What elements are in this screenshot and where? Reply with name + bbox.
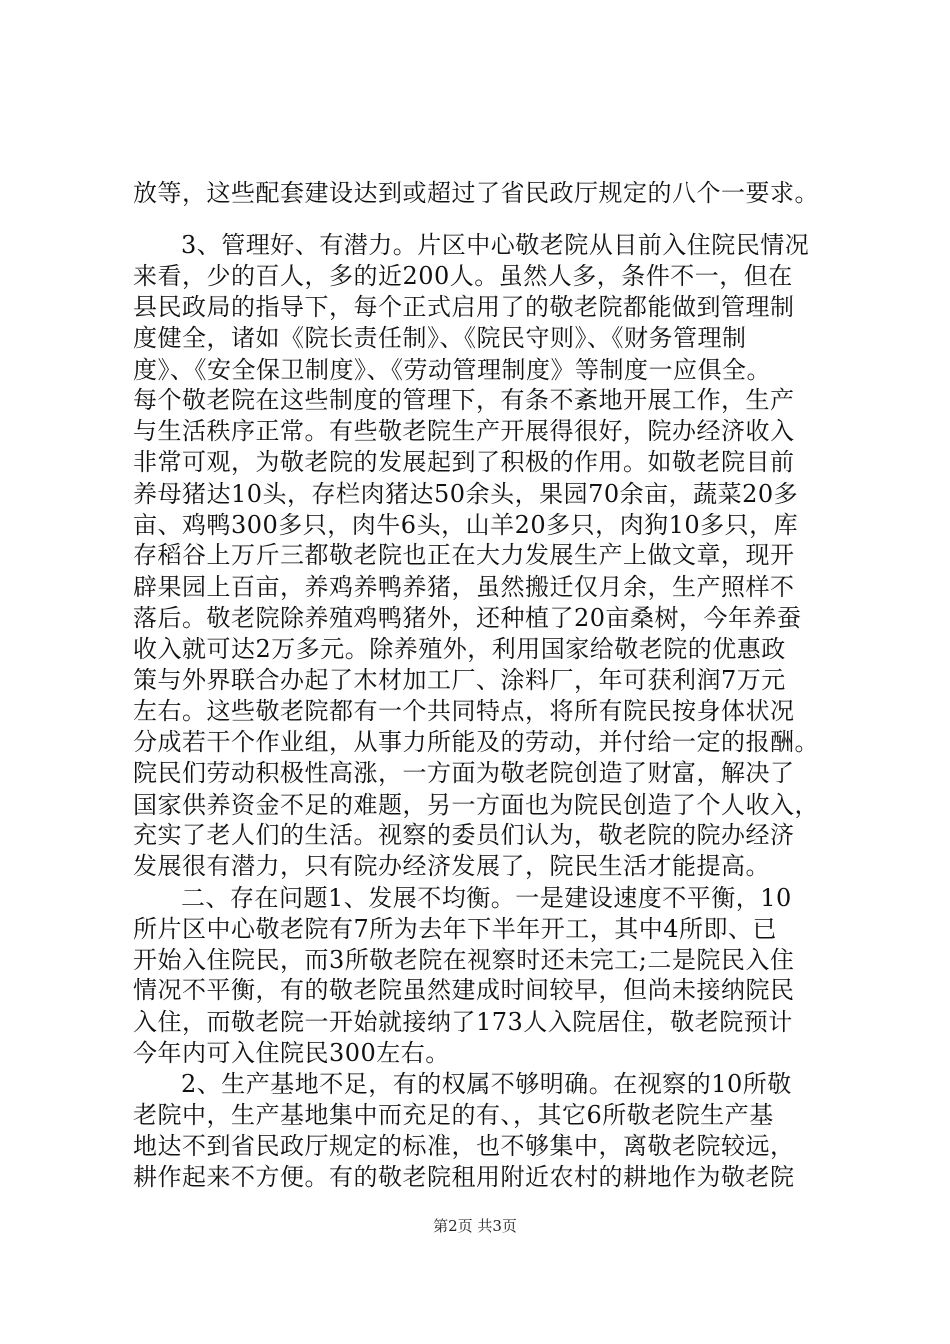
text-line: 存稻谷上万斤三都敬老院也正在大力发展生产上做文章，现开 bbox=[133, 541, 795, 570]
text-line: 与生活秩序正常。有些敬老院生产开展得很好，院办经济收入 bbox=[133, 417, 795, 446]
text-line: 地达不到省民政厅规定的标准，也不够集中，离敬老院较远， bbox=[133, 1132, 795, 1161]
text-line: 度健全，诸如《院长责任制》、《院民守则》、《财务管理制 bbox=[133, 323, 747, 352]
text-line: 发展很有潜力，只有院办经济发展了，院民生活才能提高。 bbox=[133, 852, 770, 881]
text-line: 院民们劳动积极性高涨，一方面为敬老院创造了财富，解决了 bbox=[133, 758, 795, 787]
text-line: 3、管理好、有潜力。片区中心敬老院从目前入住院民情况 bbox=[181, 230, 810, 259]
text-line: 左右。这些敬老院都有一个共同特点，将所有院民按身体状况 bbox=[133, 697, 795, 726]
text-line: 分成若干个作业组，从事力所能及的劳动，并付给一定的报酬。 bbox=[133, 728, 819, 757]
text-line: 放等，这些配套建设达到或超过了省民政厅规定的八个一要求。 bbox=[133, 179, 819, 207]
text-line: 国家供养资金不足的难题，另一方面也为院民创造了个人收入， bbox=[133, 790, 819, 819]
text-line: 策与外界联合办起了木材加工厂、涂料厂，年可获利润7万元 bbox=[133, 665, 786, 694]
text-line: 二、存在问题1、发展不均衡。一是建设速度不平衡，10 bbox=[181, 883, 792, 912]
text-line: 充实了老人们的生活。视察的委员们认为，敬老院的院办经济 bbox=[133, 821, 795, 850]
text-line: 辟果园上百亩，养鸡养鸭养猪，虽然搬迁仅月余，生产照样不 bbox=[133, 573, 795, 602]
text-line: 2、生产基地不足，有的权属不够明确。在视察的10所敬 bbox=[181, 1069, 792, 1098]
text-line: 亩、鸡鸭300多只，肉牛6头，山羊20多只，肉狗10多只，库 bbox=[133, 510, 799, 539]
text-line: 老院中，生产基地集中而充足的有、，其它6所敬老院生产基 bbox=[133, 1101, 774, 1130]
text-line: 情况不平衡，有的敬老院虽然建成时间较早，但尚未接纳院民 bbox=[133, 976, 795, 1005]
text-line: 度》、《安全保卫制度》、《劳动管理制度》等制度一应俱全。 bbox=[133, 355, 771, 384]
text-line: 养母猪达10头，存栏肉猪达50余头，果园70余亩，蔬菜20多 bbox=[133, 479, 799, 508]
text-line: 所片区中心敬老院有7所为去年下半年开工，其中4所即、已 bbox=[133, 914, 778, 943]
text-line: 县民政局的指导下，每个正式启用了的敬老院都能做到管理制 bbox=[133, 293, 795, 322]
text-line: 收入就可达2万多元。除养殖外，利用国家给敬老院的优惠政 bbox=[133, 634, 786, 663]
page-footer: 第2页 共3页 bbox=[433, 1217, 517, 1235]
text-line: 非常可观，为敬老院的发展起到了积极的作用。如敬老院目前 bbox=[133, 448, 795, 477]
text-line: 每个敬老院在这些制度的管理下，有条不紊地开展工作，生产 bbox=[133, 386, 795, 415]
text-line: 来看，少的百人，多的近200人。虽然人多，条件不一，但在 bbox=[133, 262, 793, 291]
text-line: 耕作起来不方便。有的敬老院租用附近农村的耕地作为敬老院 bbox=[133, 1163, 795, 1191]
text-line: 入住，而敬老院一开始就接纳了173人入院居住，敬老院预计 bbox=[133, 1008, 793, 1037]
text-line: 开始入住院民，而3所敬老院在视察时还未完工;二是院民入住 bbox=[133, 945, 795, 974]
text-line: 今年内可入住院民300左右。 bbox=[133, 1038, 450, 1067]
text-line: 落后。敬老院除养殖鸡鸭猪外，还种植了20亩桑树，今年养蚕 bbox=[133, 603, 802, 632]
